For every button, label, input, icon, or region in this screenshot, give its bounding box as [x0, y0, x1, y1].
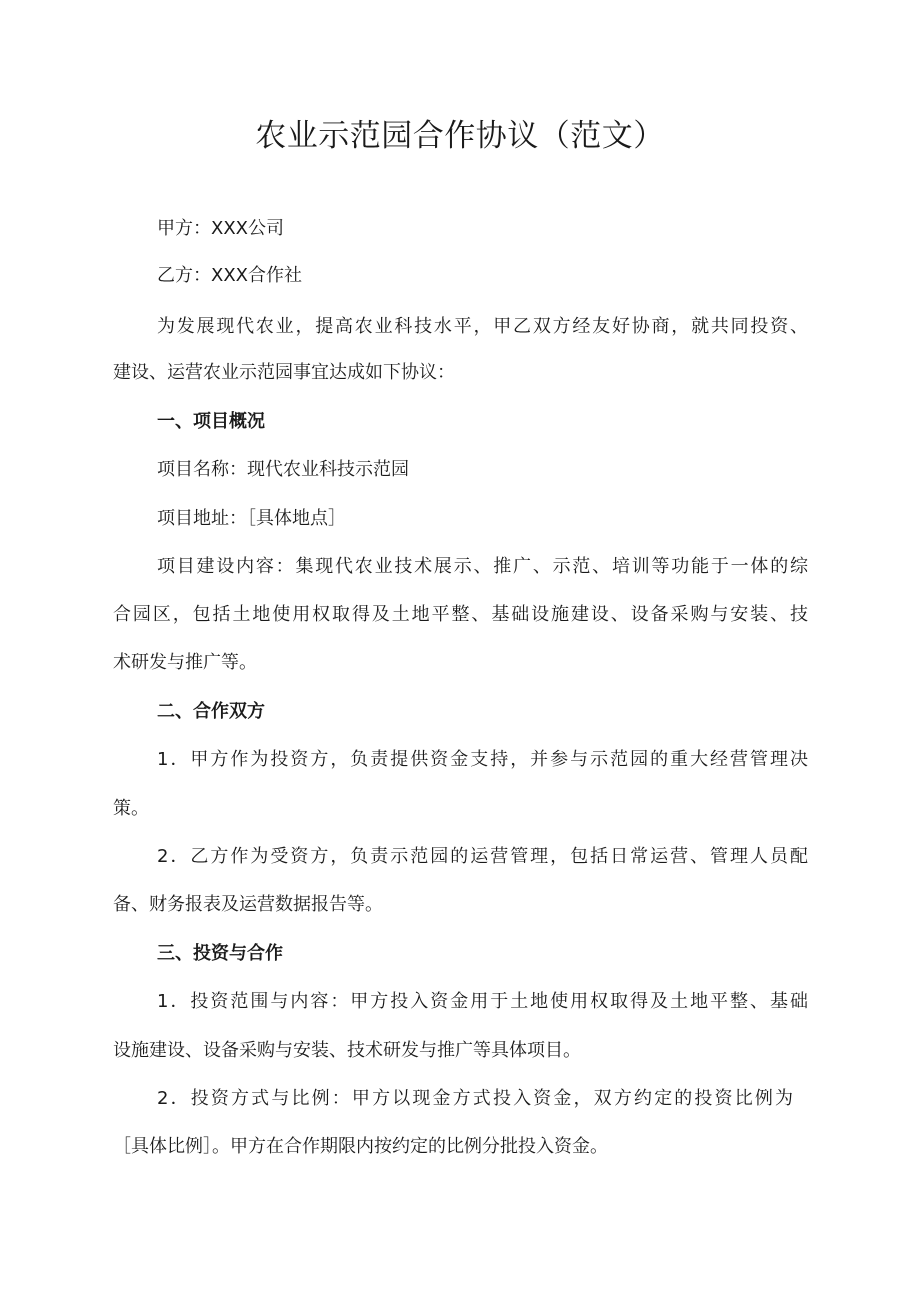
section-3-item-2-line-2: ［具体比例］。甲方在合作期限内按约定的比例分批投入资金。 — [113, 1136, 608, 1157]
party-a: 甲方：XXX公司 — [157, 218, 284, 239]
section-2-item-1-line-2: 策。 — [113, 798, 149, 819]
intro-line-1: 为发展现代农业，提高农业科技水平，甲乙双方经友好协商，就共同投资、 — [157, 316, 808, 337]
project-address: 项目地址：［具体地点］ — [157, 508, 346, 529]
section-2-heading: 二、合作双方 — [157, 701, 265, 722]
section-2-item-2-line-2: 备、财务报表及运营数据报告等。 — [113, 894, 383, 915]
section-3-item-2-line-1: 2．投资方式与比例：甲方以现金方式投入资金，双方约定的投资比例为 — [157, 1088, 793, 1109]
document-title: 农业示范园合作协议（范文） — [255, 118, 665, 154]
party-b: 乙方：XXX合作社 — [157, 265, 302, 286]
section-3-item-1-line-1: 1．投资范围与内容：甲方投入资金用于土地使用权取得及土地平整、基础 — [157, 991, 808, 1012]
project-content-line-2: 合园区，包括土地使用权取得及土地平整、基础设施建设、设备采购与安装、技 — [113, 604, 808, 625]
section-3-heading: 三、投资与合作 — [157, 943, 283, 964]
intro-line-2: 建设、运营农业示范园事宜达成如下协议： — [113, 362, 455, 383]
section-3-item-1-line-2: 设施建设、设备采购与安装、技术研发与推广等具体项目。 — [113, 1040, 581, 1061]
section-2-item-2-line-1: 2．乙方作为受资方，负责示范园的运营管理，包括日常运营、管理人员配 — [157, 846, 808, 867]
project-name: 项目名称：现代农业科技示范园 — [157, 459, 409, 480]
section-2-item-1-line-1: 1．甲方作为投资方，负责提供资金支持，并参与示范园的重大经营管理决 — [157, 749, 808, 770]
section-1-heading: 一、项目概况 — [157, 411, 265, 432]
project-content-line-1: 项目建设内容：集现代农业技术展示、推广、示范、培训等功能于一体的综 — [157, 556, 808, 577]
project-content-line-3: 术研发与推广等。 — [113, 652, 257, 673]
